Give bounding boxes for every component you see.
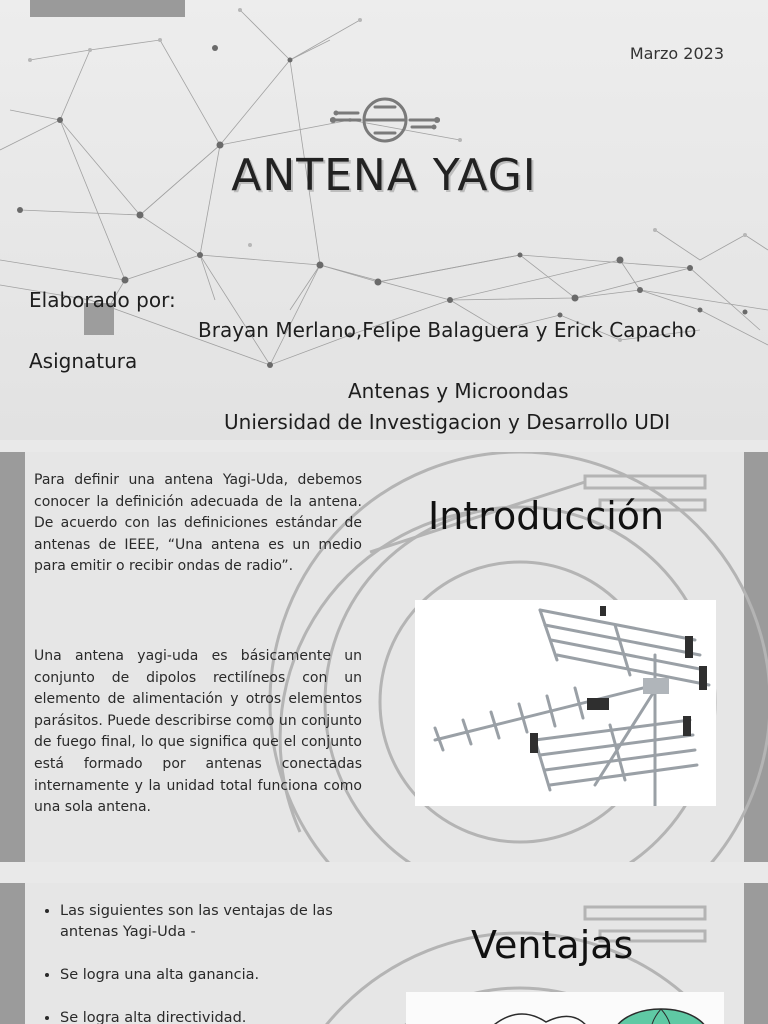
yagi-antenna-image xyxy=(415,600,716,806)
university-text: Uniersidad de Investigacion y Desarrollo UDI xyxy=(224,410,671,434)
ventajas-section xyxy=(0,883,768,1024)
intro-paragraph-2: Una antena yagi-uda es básicamente un conjunto de dipolos rectilíneos con un elemento de alimentación y otros elementos parásitos. Puede describirse como un conjunto de fuego final, lo que significa que el conjunto está formado por antenas conectadas internamente y la unidad total funciona como una sola antena. xyxy=(34,648,362,816)
illustration-image xyxy=(406,992,724,1024)
authors-text: Brayan Merlano,Felipe Balaguera y Erick Capacho xyxy=(198,318,697,342)
asignatura-label: Asignatura xyxy=(29,349,138,373)
intro-title: Introducción xyxy=(428,494,665,538)
asignatura-text: Antenas y Microondas xyxy=(348,379,569,403)
cover-header xyxy=(0,0,768,440)
date-label: Marzo 2023 xyxy=(629,44,724,63)
circuit-globe-icon xyxy=(330,95,440,145)
top-accent-bar xyxy=(30,0,185,17)
network-background xyxy=(0,0,768,440)
intro-section xyxy=(0,452,768,862)
list-item: • Las siguientes son las ventajas de las antenas Yagi-Uda - xyxy=(60,901,390,943)
ventajas-list xyxy=(34,901,390,1024)
document-title: ANTENA YAGI xyxy=(231,150,537,201)
intro-paragraph-1: Para definir una antena Yagi-Uda, debemos conocer la definición adecuada de la antena. De acuerdo con las definiciones estándar de antenas de IEEE, “Una antena es un medio para emitir o recibir ondas de radio”. xyxy=(34,472,362,575)
ventajas-title: Ventajas xyxy=(471,923,634,967)
elaborado-label: Elaborado por: xyxy=(29,288,176,312)
list-item: • Se logra una alta ganancia. xyxy=(60,965,390,986)
list-item: • Se logra alta directividad. xyxy=(60,1008,390,1024)
